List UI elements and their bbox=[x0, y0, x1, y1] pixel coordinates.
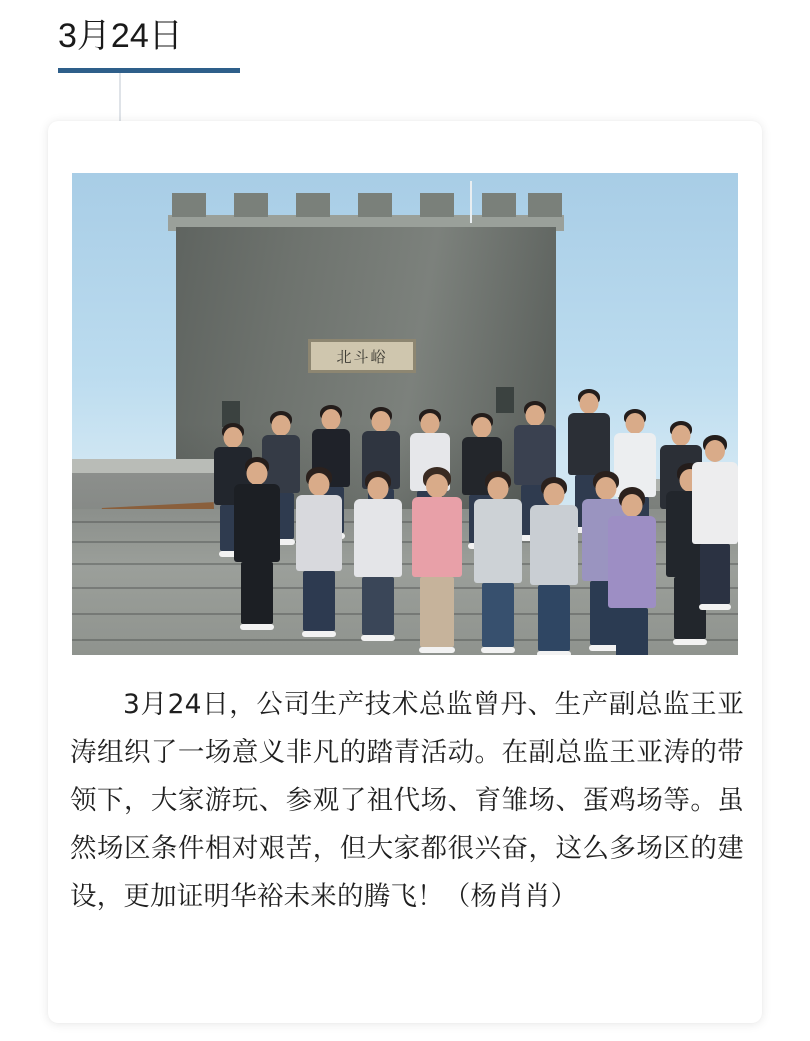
crowd-of-people bbox=[72, 173, 738, 655]
person bbox=[528, 479, 580, 655]
article-body: 3月24日，公司生产技术总监曾丹、生产副总监王亚涛组织了一场意义非凡的踏青活动。在副总监王亚涛的带领下，大家游玩、参观了祖代场、育雏场、蛋鸡场等。虽然场区条件相对艰苦，但大家都很兴奋，这么多场区的建设，更加证明华裕未来的腾飞！（杨肖肖） bbox=[70, 689, 744, 912]
person bbox=[294, 469, 344, 645]
stone-plaque: 北斗峪 bbox=[308, 339, 416, 373]
group-photo bbox=[72, 173, 738, 655]
person bbox=[606, 489, 658, 655]
title-underline bbox=[58, 68, 240, 73]
article-card bbox=[48, 121, 762, 1023]
person bbox=[472, 473, 524, 655]
date-heading-block bbox=[58, 14, 258, 73]
person bbox=[690, 437, 738, 623]
person bbox=[352, 473, 404, 649]
person bbox=[232, 459, 282, 637]
person-center-pink bbox=[410, 469, 464, 655]
photo-canvas bbox=[72, 173, 738, 655]
page-title: 3月24日 bbox=[58, 17, 183, 55]
